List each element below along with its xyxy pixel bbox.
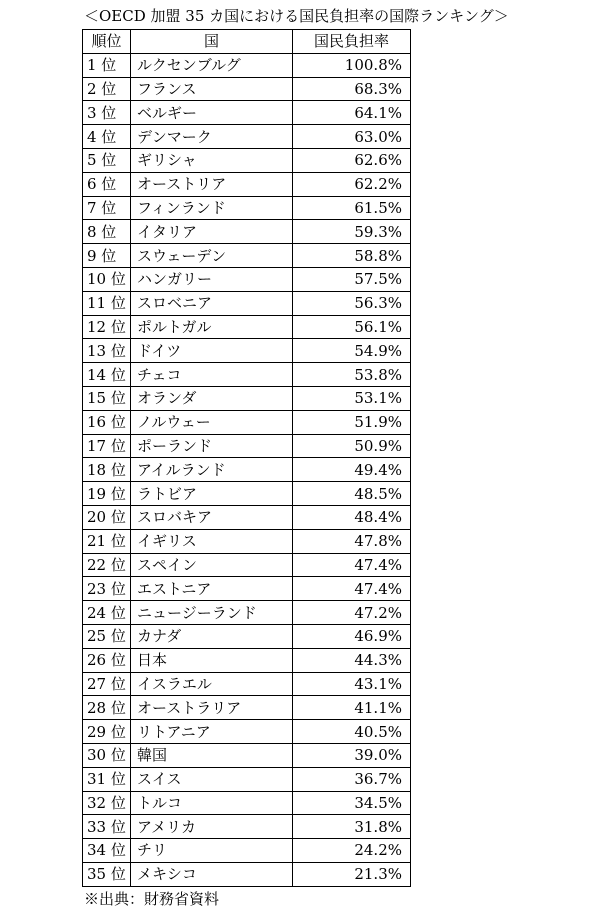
table-row (83, 648, 411, 672)
country-cell: 日本 (131, 648, 293, 672)
country-cell: ギリシャ (131, 148, 293, 172)
country-cell: スウェーデン (131, 244, 293, 268)
table-row (83, 53, 411, 77)
table-header (83, 30, 411, 54)
table-row (83, 624, 411, 648)
rank-cell: 11 位 (83, 291, 131, 315)
table-row (83, 505, 411, 529)
table-row (83, 363, 411, 387)
rank-cell: 1 位 (83, 53, 131, 77)
rank-cell: 10 位 (83, 267, 131, 291)
table-row (83, 386, 411, 410)
country-cell: 韓国 (131, 743, 293, 767)
page-title: ＜OECD 加盟 35 カ国における国民負担率の国際ランキング＞ (84, 7, 509, 25)
rank-cell: 4 位 (83, 125, 131, 149)
table-row (83, 220, 411, 244)
country-cell: アイルランド (131, 458, 293, 482)
country-cell: カナダ (131, 624, 293, 648)
rate-cell: 53.8% (293, 363, 411, 387)
table-row (83, 244, 411, 268)
rate-cell: 56.3% (293, 291, 411, 315)
country-cell: イタリア (131, 220, 293, 244)
rank-cell: 19 位 (83, 482, 131, 506)
rank-cell: 14 位 (83, 363, 131, 387)
table-row (83, 315, 411, 339)
header-rank: 順位 (83, 30, 131, 54)
table-row (83, 791, 411, 815)
rank-cell: 12 位 (83, 315, 131, 339)
rank-cell: 23 位 (83, 577, 131, 601)
country-cell: スペイン (131, 553, 293, 577)
table-row (83, 815, 411, 839)
country-cell: スイス (131, 767, 293, 791)
country-cell: オーストリア (131, 172, 293, 196)
table-row (83, 101, 411, 125)
rate-cell: 62.6% (293, 148, 411, 172)
rate-cell: 63.0% (293, 125, 411, 149)
country-cell: イギリス (131, 529, 293, 553)
rate-cell: 49.4% (293, 458, 411, 482)
rank-cell: 8 位 (83, 220, 131, 244)
table-row (83, 339, 411, 363)
rank-cell: 9 位 (83, 244, 131, 268)
rate-cell: 31.8% (293, 815, 411, 839)
source-note: ※出典：財務省資料 (84, 890, 220, 908)
rate-cell: 58.8% (293, 244, 411, 268)
rate-cell: 47.4% (293, 553, 411, 577)
rate-cell: 24.2% (293, 839, 411, 863)
rank-cell: 24 位 (83, 601, 131, 625)
country-cell: アメリカ (131, 815, 293, 839)
rank-cell: 35 位 (83, 862, 131, 886)
rank-cell: 31 位 (83, 767, 131, 791)
rank-cell: 20 位 (83, 505, 131, 529)
country-cell: イスラエル (131, 672, 293, 696)
rate-cell: 43.1% (293, 672, 411, 696)
table-row (83, 672, 411, 696)
rate-cell: 54.9% (293, 339, 411, 363)
country-cell: リトアニア (131, 720, 293, 744)
rank-cell: 13 位 (83, 339, 131, 363)
country-cell: スロバキア (131, 505, 293, 529)
rate-cell: 51.9% (293, 410, 411, 434)
rank-cell: 5 位 (83, 148, 131, 172)
country-cell: ポルトガル (131, 315, 293, 339)
rank-cell: 2 位 (83, 77, 131, 101)
table-row (83, 458, 411, 482)
rate-cell: 47.8% (293, 529, 411, 553)
rank-cell: 34 位 (83, 839, 131, 863)
rank-cell: 25 位 (83, 624, 131, 648)
header-row (83, 30, 411, 54)
header-rate: 国民負担率 (293, 30, 411, 54)
table-row (83, 148, 411, 172)
rank-cell: 15 位 (83, 386, 131, 410)
rate-cell: 57.5% (293, 267, 411, 291)
table-row (83, 529, 411, 553)
rate-cell: 48.4% (293, 505, 411, 529)
country-cell: デンマーク (131, 125, 293, 149)
rank-cell: 21 位 (83, 529, 131, 553)
country-cell: エストニア (131, 577, 293, 601)
rank-cell: 26 位 (83, 648, 131, 672)
country-cell: オランダ (131, 386, 293, 410)
rate-cell: 21.3% (293, 862, 411, 886)
rate-cell: 59.3% (293, 220, 411, 244)
country-cell: ルクセンブルグ (131, 53, 293, 77)
rank-cell: 30 位 (83, 743, 131, 767)
country-cell: ラトビア (131, 482, 293, 506)
rank-cell: 22 位 (83, 553, 131, 577)
rank-cell: 18 位 (83, 458, 131, 482)
country-cell: チェコ (131, 363, 293, 387)
rate-cell: 47.4% (293, 577, 411, 601)
rate-cell: 50.9% (293, 434, 411, 458)
table-row (83, 125, 411, 149)
table-row (83, 267, 411, 291)
table-body (83, 53, 411, 886)
country-cell: ハンガリー (131, 267, 293, 291)
rank-cell: 27 位 (83, 672, 131, 696)
rate-cell: 61.5% (293, 196, 411, 220)
table-row (83, 601, 411, 625)
rate-cell: 41.1% (293, 696, 411, 720)
rate-cell: 44.3% (293, 648, 411, 672)
rate-cell: 64.1% (293, 101, 411, 125)
rate-cell: 62.2% (293, 172, 411, 196)
rank-cell: 28 位 (83, 696, 131, 720)
rate-cell: 68.3% (293, 77, 411, 101)
table-row (83, 767, 411, 791)
rank-cell: 17 位 (83, 434, 131, 458)
rate-cell: 56.1% (293, 315, 411, 339)
rate-cell: 53.1% (293, 386, 411, 410)
rank-cell: 16 位 (83, 410, 131, 434)
table-row (83, 839, 411, 863)
table-row (83, 743, 411, 767)
table-row (83, 862, 411, 886)
table-row (83, 577, 411, 601)
table-row (83, 291, 411, 315)
country-cell: フィンランド (131, 196, 293, 220)
header-country: 国 (131, 30, 293, 54)
rank-cell: 32 位 (83, 791, 131, 815)
table-row (83, 434, 411, 458)
rank-cell: 3 位 (83, 101, 131, 125)
rate-cell: 46.9% (293, 624, 411, 648)
country-cell: メキシコ (131, 862, 293, 886)
rank-cell: 6 位 (83, 172, 131, 196)
rate-cell: 36.7% (293, 767, 411, 791)
table-row (83, 482, 411, 506)
rate-cell: 40.5% (293, 720, 411, 744)
country-cell: ニュージーランド (131, 601, 293, 625)
country-cell: オーストラリア (131, 696, 293, 720)
rate-cell: 48.5% (293, 482, 411, 506)
rank-cell: 7 位 (83, 196, 131, 220)
country-cell: フランス (131, 77, 293, 101)
table-row (83, 196, 411, 220)
country-cell: チリ (131, 839, 293, 863)
rank-cell: 33 位 (83, 815, 131, 839)
rate-cell: 47.2% (293, 601, 411, 625)
rate-cell: 34.5% (293, 791, 411, 815)
country-cell: トルコ (131, 791, 293, 815)
table-row (83, 696, 411, 720)
table-row (83, 172, 411, 196)
country-cell: ベルギー (131, 101, 293, 125)
table-row (83, 410, 411, 434)
country-cell: ポーランド (131, 434, 293, 458)
country-cell: ドイツ (131, 339, 293, 363)
country-cell: スロベニア (131, 291, 293, 315)
table-row (83, 553, 411, 577)
country-cell: ノルウェー (131, 410, 293, 434)
rate-cell: 39.0% (293, 743, 411, 767)
rank-cell: 29 位 (83, 720, 131, 744)
table-row (83, 77, 411, 101)
ranking-table (82, 29, 411, 887)
rate-cell: 100.8% (293, 53, 411, 77)
table-row (83, 720, 411, 744)
